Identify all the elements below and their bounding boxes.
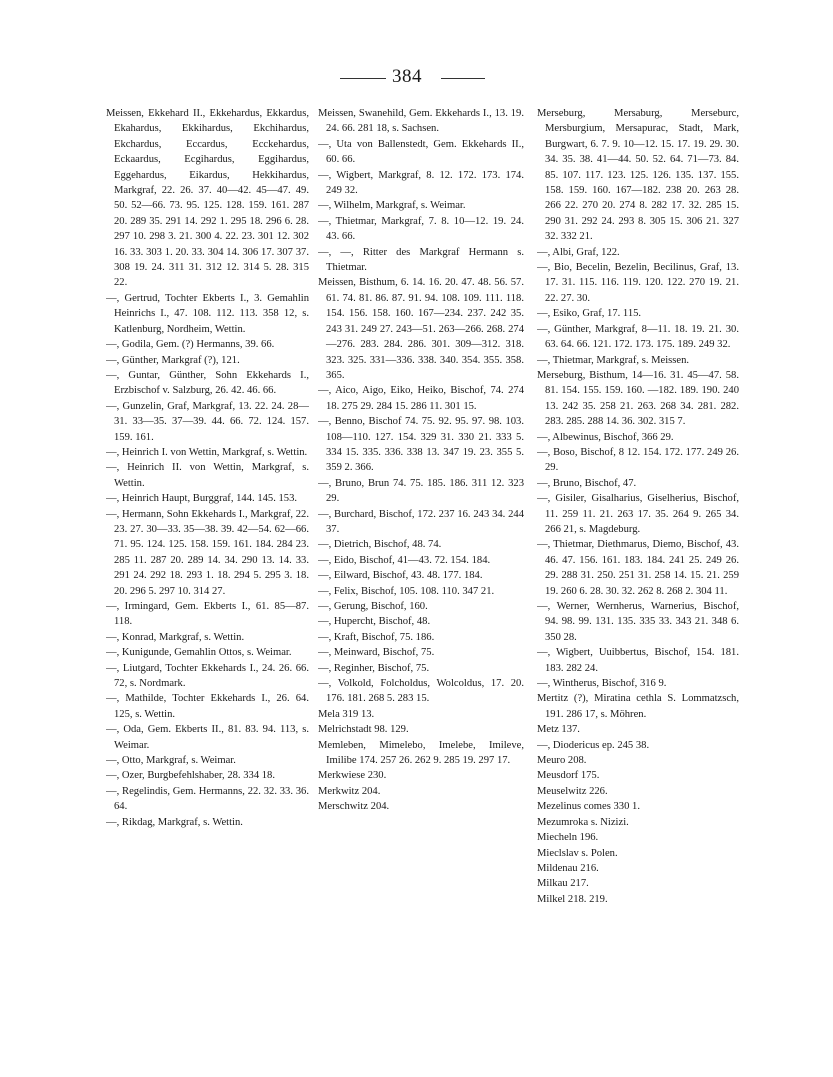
index-entry: —, Günther, Markgraf, 8—11. 18. 19. 21. 30. 63. 64. 66. 121. 172. 173. 175. 189. 249 32. [537,323,739,351]
index-entry: —, Thietmar, Markgraf, 7. 8. 10—12. 19. 24. 43. 66. [318,215,524,243]
index-entry: Meissen, Ekkehard II., Ekkehardus, Ekkardus, Ekahardus, Ekkihardus, Ekchihardus, Ekchardus, Eccardus, Ecckehardus, Eckaardus, Ecgihardus, Eggihardus, Eggehardus, Eikardus, Hekkihardus, Markgraf, 22. 26. 37. 40—42. 45—47. 49. 50. 52—66. 73. 95. 125. 128. 159. 161. 287 20. 289 35. 291 14. 292 1. 295 18. 296 6. 28. 297 10. 298 3. 21. 300 4. 22. 23. 301 12. 302 16. 33. 303 1. 20. 33. 304 14. 306 17. 307 37. 308 19. 24. 311 31. 312 12. 314 5. 28. 315 22. [106,108,309,289]
index-entry: —, Gunzelin, Graf, Markgraf, 13. 22. 24. 28—31. 33—35. 37—39. 44. 66. 72. 124. 157. 159. 161. [106,400,309,443]
index-column-3 [537,106,739,1066]
index-entry: —, Benno, Bischof 74. 75. 92. 95. 97. 98. 103. 108—110. 127. 154. 329 31. 330 21. 333 5. 334 15. 335. 336. 338 13. 347 19. 23. 355 5. 359 2. 366. [318,416,524,474]
index-entry: —, Godila, Gem. (?) Hermanns, 39. 66. [106,339,275,351]
index-entry: —, Reginher, Bischof, 75. [318,662,430,674]
index-entry: —, Kraft, Bischof, 75. 186. [318,631,435,643]
index-entry: —, Thietmar, Diethmarus, Diemo, Bischof, 43. 46. 47. 156. 161. 183. 184. 241 25. 249 26. 29. 288 31. 250. 251 31. 258 14. 15. 21. 259 19. 260 6. 28. 30. 32. 262 8. 268 2. 304 11. [537,539,739,597]
index-entry: Mezumroka s. Nizizi. [537,816,629,828]
index-entry: —, Rikdag, Markgraf, s. Wettin. [106,816,243,828]
index-entry: Milkau 217. [537,878,589,890]
index-entry: Meissen, Swanehild, Gem. Ekkehards I., 13. 19. 24. 66. 281 18, s. Sachsen. [318,108,524,135]
index-entry: Metz 137. [537,724,580,736]
index-entry: —, Bio, Becelin, Bezelin, Becilinus, Graf, 13. 17. 31. 115. 116. 119. 120. 122. 270 19. 21. 22. 27. 30. [537,262,739,304]
index-entry: Meuselwitz 226. [537,785,608,797]
index-entry: —, Heinrich I. von Wettin, Markgraf, s. Wettin. [106,446,308,458]
index-entry: —, Kunigunde, Gemahlin Ottos, s. Weimar. [106,647,292,659]
index-entry: —, Heinrich II. von Wettin, Markgraf, s. Wettin. [106,462,309,489]
index-entry: —, Mathilde, Tochter Ekkehards I., 26. 64. 125, s. Wettin. [106,693,309,720]
index-entry: —, Werner, Wernherus, Warnerius, Bischof, 94. 98. 99. 131. 135. 335 33. 343 21. 348 6. 350 28. [537,601,739,643]
index-entry: —, Regelindis, Gem. Hermanns, 22. 32. 33. 36. 64. [106,785,309,813]
index-entry: —, —, Ritter des Markgraf Hermann s. Thietmar. [318,246,524,274]
index-entry: Miecheln 196. [537,832,599,844]
index-entry: —, Burchard, Bischof, 172. 237 16. 243 34. 244 37. [318,508,524,535]
page-number: 384 [392,66,422,87]
index-entry: —, Thietmar, Markgraf, s. Meissen. [537,354,690,366]
index-entry: Memleben, Mimelebo, Imelebe, Imileve, Imilibe 174. 257 26. 262 9. 285 19. 297 17. [318,739,524,767]
index-entry: Merschwitz 204. [318,801,390,813]
index-column-1 [106,106,309,1066]
index-entry: —, Ozer, Burgbefehlshaber, 28. 334 18. [106,770,276,782]
index-entry: —, Wintherus, Bischof, 316 9. [537,678,667,690]
index-entry: —, Günther, Markgraf (?), 121. [106,354,240,366]
index-entry: —, Wigbert, Uuibbertus, Bischof, 154. 181. 183. 282 24. [537,647,739,674]
index-entry: —, Eido, Bischof, 41—43. 72. 154. 184. [318,554,491,566]
index-entry: Meuro 208. [537,755,587,767]
index-entry: —, Albewinus, Bischof, 366 29. [537,431,674,443]
index-entry: —, Bruno, Bischof, 47. [537,477,637,489]
index-entry: —, Gertrud, Tochter Ekberts I., 3. Gemahlin Heinrichs I., 47. 108. 112. 113. 358 12, s. Katlenburg, Nordheim, Wettin. [106,292,309,335]
index-entry: —, Volkold, Folcholdus, Wolcoldus, 17. 20. 176. 181. 268 5. 283 15. [318,678,524,705]
header-rule-left [340,78,386,79]
index-entry: —, Dietrich, Bischof, 48. 74. [318,539,442,551]
index-entry: —, Irmingard, Gem. Ekberts I., 61. 85—87. 118. [106,601,309,628]
index-entry: Merseburg, Mersaburg, Merseburc, Mersburgium, Mersapurac, Stadt, Mark, Burgwart, 6. 7. 9. 10—12. 15. 17. 19. 29. 30. 34. 35. 38. 41—44. 50. 52. 64. 71—73. 84. 85. 107. 117. 123. 125. 126. 135. 137. 155. 158. 159. 160. 167—182. 238 20. 263 28. 266 22. 270 20. 274 8. 282 17. 32. 285 15. 290 31. 292 24. 293 8. 305 15. 306 21. 327 32. 332 21. [537,108,739,243]
index-entry: —, Guntar, Günther, Sohn Ekkehards I., Erzbischof v. Salzburg, 26. 42. 46. 66. [106,369,309,397]
index-entry: Mertitz (?), Miratina cethla S. Lommatzsch, 191. 286 17, s. Möhren. [537,693,739,720]
index-entry: —, Wilhelm, Markgraf, s. Weimar. [318,200,466,212]
index-entry: —, Hermann, Sohn Ekkehards I., Markgraf, 22. 23. 27. 30—33. 35—38. 39. 42—54. 62—66. 71. 95. 124. 125. 158. 159. 161. 184. 284 23. 285 11. 287 20. 289 14. 34. 290 13. 14. 33. 291 24. 292 18. 293 1. 18. 294 5. 295 3. 18. 20. 296 5. 297 10. 314 27. [106,508,309,597]
index-entry: —, Otto, Markgraf, s. Weimar. [106,755,236,767]
index-entry: —, Bruno, Brun 74. 75. 185. 186. 311 12. 323 29. [318,477,524,505]
index-entry: —, Diodericus ep. 245 38. [537,739,650,751]
index-entry: —, Konrad, Markgraf, s. Wettin. [106,631,245,643]
index-entry: Milkel 218. 219. [537,893,608,905]
index-entry: Mezelinus comes 330 1. [537,801,640,813]
index-entry: —, Hupercht, Bischof, 48. [318,616,431,628]
index-entry: —, Oda, Gem. Ekberts II., 81. 83. 94. 113, s. Weimar. [106,724,309,751]
index-entry: —, Wigbert, Markgraf, 8. 12. 172. 173. 174. 249 32. [318,169,524,197]
index-entry: —, Uta von Ballenstedt, Gem. Ekkehards II., 60. 66. [318,138,524,166]
index-entry: Merkwiese 230. [318,770,387,782]
index-entry: —, Felix, Bischof, 105. 108. 110. 347 21. [318,585,495,597]
index-entry: —, Meinward, Bischof, 75. [318,647,435,659]
index-entry: —, Boso, Bischof, 8 12. 154. 172. 177. 249 26. 29. [537,446,739,474]
index-entry: Meissen, Bisthum, 6. 14. 16. 20. 47. 48. 56. 57. 61. 74. 81. 86. 87. 91. 94. 108. 109. 111. 118. 154. 156. 158. 160. 167—234. 237. 242 35. 243 31. 249 27. 243—51. 263—266. 268. 274—276. 283. 284. 286. 301. 309—312. 318. 323. 325. 331—336. 338. 340. 354. 355. 358. 365. [318,277,524,381]
index-entry: —, Gisiler, Gisalharius, Giselherius, Bischof, 11. 259 11. 21. 263 17. 35. 264 9. 265 34. 266 21, s. Magdeburg. [537,493,739,535]
index-entry: —, Esiko, Graf, 17. 115. [537,308,642,320]
page-header [0,66,833,100]
index-entry: Mieclslav s. Polen. [537,847,618,859]
index-entry: Mildenau 216. [537,862,599,874]
index-entry: Meusdorf 175. [537,770,600,782]
index-entry: Mela 319 13. [318,708,375,720]
index-entry: —, Liutgard, Tochter Ekkehards I., 24. 26. 66. 72, s. Nordmark. [106,662,309,690]
index-entry: Melrichstadt 98. 129. [318,724,409,736]
header-rule-right [441,78,485,79]
index-entry: —, Eilward, Bischof, 43. 48. 177. 184. [318,570,483,582]
index-entry: —, Albi, Graf, 122. [537,246,620,258]
index-entry: —, Aico, Aigo, Eiko, Heiko, Bischof, 74. 274 18. 275 29. 284 15. 286 11. 301 15. [318,385,524,412]
index-entry: —, Heinrich Haupt, Burggraf, 144. 145. 153. [106,493,298,505]
index-entry: Merseburg, Bisthum, 14—16. 31. 45—47. 58. 81. 154. 155. 159. 160. —182. 189. 190. 240 13. 242 35. 258 21. 263. 268 34. 281. 282. 283. 285. 288 14. 36. 302. 315 7. [537,369,739,428]
index-entry: —, Gerung, Bischof, 160. [318,601,428,612]
index-column-2 [318,106,524,1066]
index-entry: Merkwitz 204. [318,785,381,797]
